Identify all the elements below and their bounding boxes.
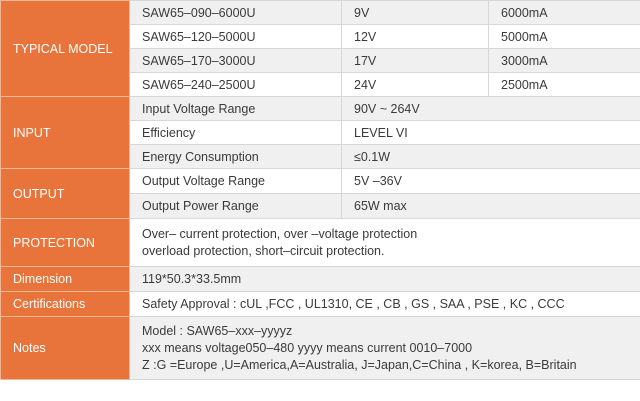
- model-row: [1, 1, 640, 25]
- spec-name: Output Power Range: [130, 194, 342, 219]
- spec-value: 65W max: [342, 194, 640, 219]
- notes-line: Z :G =Europe ,U=America,A=Australia, J=Japan,C=China , K=korea, B=Britain: [142, 357, 577, 372]
- model-name: SAW65–170–3000U: [130, 49, 342, 73]
- certifications-header: Certifications: [1, 292, 130, 317]
- notes-row: [1, 317, 640, 380]
- model-name: SAW65–240–2500U: [130, 73, 342, 97]
- input-row: [1, 97, 640, 121]
- protection-text: [130, 219, 640, 267]
- notes-header: Notes: [1, 317, 130, 380]
- input-header: INPUT: [1, 97, 130, 169]
- notes-line: Model : SAW65–xxx–yyyyz: [142, 323, 293, 338]
- spec-value: LEVEL VI: [342, 121, 640, 145]
- notes-text: [130, 317, 640, 380]
- typical-model-header: TYPICAL MODEL: [1, 1, 130, 97]
- spec-name: Energy Consumption: [130, 145, 342, 169]
- protection-row: [1, 219, 640, 267]
- spec-value: 90V ~ 264V: [342, 97, 640, 121]
- spec-name: Efficiency: [130, 121, 342, 145]
- spec-value: 5V –36V: [342, 169, 640, 194]
- model-voltage: 12V: [342, 25, 489, 49]
- model-voltage: 24V: [342, 73, 489, 97]
- model-voltage: 9V: [342, 1, 489, 25]
- spec-value: ≤0.1W: [342, 145, 640, 169]
- model-name: SAW65–120–5000U: [130, 25, 342, 49]
- certifications-row: [1, 292, 640, 317]
- dimension-value: 119*50.3*33.5mm: [130, 267, 640, 292]
- notes-line: xxx means voltage050–480 yyyy means current 0010–7000: [142, 340, 473, 355]
- model-current: 6000mA: [489, 1, 640, 25]
- spec-name: Output Voltage Range: [130, 169, 342, 194]
- protection-header: PROTECTION: [1, 219, 130, 267]
- model-current: 3000mA: [489, 49, 640, 73]
- model-name: SAW65–090–6000U: [130, 1, 342, 25]
- model-voltage: 17V: [342, 49, 489, 73]
- dimension-row: [1, 267, 640, 292]
- output-row: [1, 169, 640, 194]
- dimension-header: Dimension: [1, 267, 130, 292]
- spec-name: Input Voltage Range: [130, 97, 342, 121]
- model-current: 2500mA: [489, 73, 640, 97]
- protection-line: overload protection, short–circuit protection.: [142, 243, 385, 258]
- output-header: OUTPUT: [1, 169, 130, 219]
- protection-line: Over– current protection, over –voltage protection: [142, 226, 418, 241]
- certifications-value: Safety Approval : cUL ,FCC , UL1310, CE , CB , GS , SAA , PSE , KC , CCC: [130, 292, 640, 317]
- model-current: 5000mA: [489, 25, 640, 49]
